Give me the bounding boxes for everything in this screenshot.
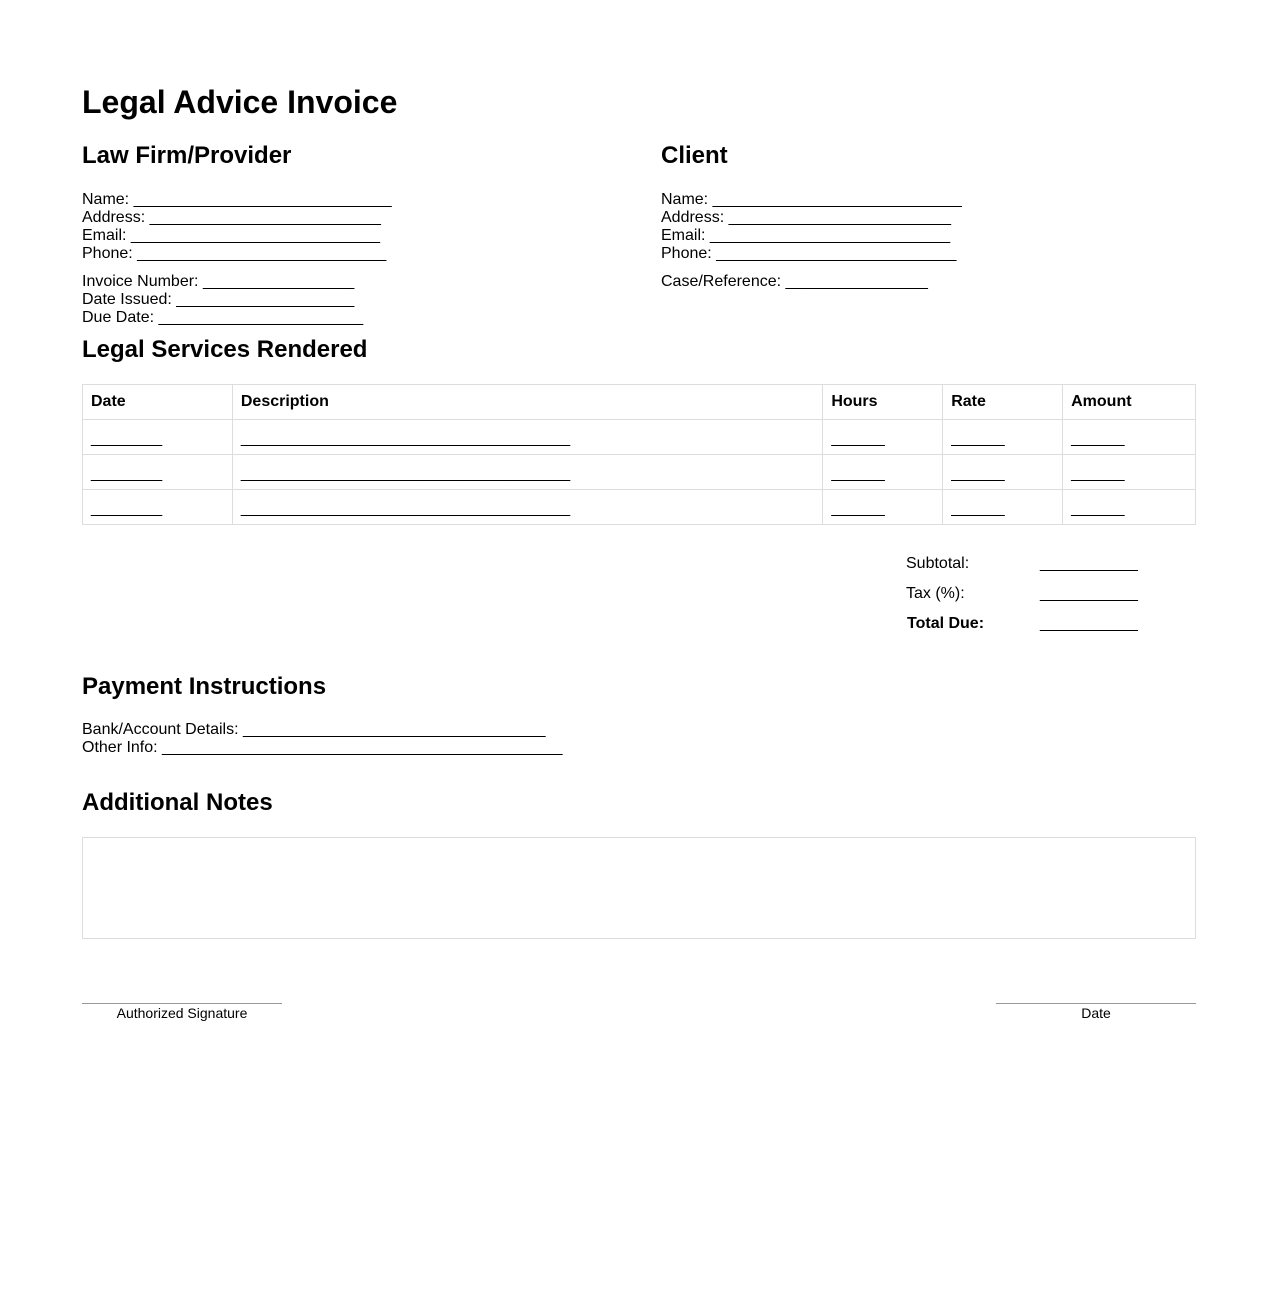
field-blank[interactable]: _______________________ bbox=[158, 309, 364, 326]
field-blank[interactable]: _____________________________________________ bbox=[162, 739, 563, 756]
column-header-description: Description bbox=[232, 385, 822, 420]
field-blank[interactable]: ____________________________ bbox=[137, 245, 387, 262]
field-label: Bank/Account Details: bbox=[82, 721, 239, 738]
total-due-label: Total Due: bbox=[907, 615, 985, 632]
cell-hours[interactable]: ______ bbox=[823, 490, 943, 525]
field-blank[interactable]: _____________________________ bbox=[133, 191, 392, 208]
field-blank[interactable]: _________________ bbox=[202, 273, 355, 290]
column-header-date: Date bbox=[83, 385, 233, 420]
client-address-field[interactable] bbox=[661, 209, 1181, 227]
field-blank[interactable]: ____________________ bbox=[176, 291, 355, 308]
column-header-rate: Rate bbox=[943, 385, 1063, 420]
date-issued-field[interactable] bbox=[82, 291, 602, 309]
field-blank[interactable]: ___________________________ bbox=[709, 227, 951, 244]
client-name-field[interactable] bbox=[661, 191, 1181, 209]
field-label: Invoice Number: bbox=[82, 273, 199, 290]
cell-description[interactable]: _____________________________________ bbox=[232, 420, 822, 455]
bank-details-field[interactable] bbox=[82, 721, 562, 739]
field-label: Name: bbox=[82, 191, 130, 208]
spacer bbox=[661, 263, 1181, 273]
field-label: Date Issued: bbox=[82, 291, 172, 308]
page-title: Legal Advice Invoice bbox=[82, 84, 398, 120]
provider-email-field[interactable] bbox=[82, 227, 602, 245]
field-label: Phone: bbox=[661, 245, 712, 262]
column-header-hours: Hours bbox=[823, 385, 943, 420]
cell-date[interactable]: ________ bbox=[83, 420, 233, 455]
cell-rate[interactable]: ______ bbox=[943, 490, 1063, 525]
table-row bbox=[83, 420, 1196, 455]
field-label: Other Info: bbox=[82, 739, 158, 756]
cell-amount[interactable]: ______ bbox=[1063, 455, 1196, 490]
provider-name-field[interactable] bbox=[82, 191, 602, 209]
field-blank[interactable]: ________________ bbox=[785, 273, 928, 290]
tax-blank[interactable]: ___________ bbox=[1040, 585, 1138, 602]
total-due-row bbox=[906, 615, 1146, 645]
field-label: Address: bbox=[82, 209, 146, 226]
cell-amount[interactable]: ______ bbox=[1063, 490, 1196, 525]
authorized-signature-line[interactable] bbox=[82, 1003, 282, 1021]
cell-amount[interactable]: ______ bbox=[1063, 420, 1196, 455]
field-label: Email: bbox=[82, 227, 127, 244]
spacer bbox=[82, 263, 602, 273]
subtotal-row bbox=[906, 555, 1146, 585]
cell-description[interactable]: _____________________________________ bbox=[232, 490, 822, 525]
services-table bbox=[82, 384, 1196, 525]
other-info-field[interactable] bbox=[82, 739, 562, 757]
provider-address-field[interactable] bbox=[82, 209, 602, 227]
table-row bbox=[83, 490, 1196, 525]
date-label: Date bbox=[1081, 1005, 1111, 1021]
table-row bbox=[83, 455, 1196, 490]
field-blank[interactable]: ____________________________ bbox=[130, 227, 381, 244]
subtotal-blank[interactable]: ___________ bbox=[1040, 555, 1138, 572]
field-label: Phone: bbox=[82, 245, 133, 262]
cell-rate[interactable]: ______ bbox=[943, 420, 1063, 455]
tax-label: Tax (%): bbox=[906, 585, 965, 602]
tax-row bbox=[906, 585, 1146, 615]
cell-date[interactable]: ________ bbox=[83, 490, 233, 525]
provider-section bbox=[82, 142, 602, 327]
services-heading: Legal Services Rendered bbox=[82, 336, 368, 363]
field-label: Case/Reference: bbox=[661, 273, 782, 290]
cell-date[interactable]: ________ bbox=[83, 455, 233, 490]
field-label: Email: bbox=[661, 227, 706, 244]
provider-heading: Law Firm/Provider bbox=[82, 142, 292, 169]
payment-section bbox=[82, 721, 562, 757]
table-header-row bbox=[83, 385, 1196, 420]
field-blank[interactable]: __________________________________ bbox=[242, 721, 546, 738]
client-heading: Client bbox=[661, 142, 728, 169]
cell-description[interactable]: _____________________________________ bbox=[232, 455, 822, 490]
cell-hours[interactable]: ______ bbox=[823, 455, 943, 490]
subtotal-label: Subtotal: bbox=[906, 555, 970, 572]
field-label: Address: bbox=[661, 209, 725, 226]
provider-phone-field[interactable] bbox=[82, 245, 602, 263]
field-blank[interactable]: __________________________ bbox=[149, 209, 381, 226]
payment-heading: Payment Instructions bbox=[82, 673, 327, 700]
due-date-field[interactable] bbox=[82, 309, 602, 327]
case-reference-field[interactable] bbox=[661, 273, 1181, 291]
signature-label: Authorized Signature bbox=[116, 1005, 248, 1021]
client-phone-field[interactable] bbox=[661, 245, 1181, 263]
field-label: Due Date: bbox=[82, 309, 155, 326]
client-section bbox=[661, 142, 1181, 291]
field-blank[interactable]: ____________________________ bbox=[712, 191, 962, 208]
invoice-number-field[interactable] bbox=[82, 273, 602, 291]
cell-rate[interactable]: ______ bbox=[943, 455, 1063, 490]
totals-section bbox=[906, 555, 1146, 645]
client-email-field[interactable] bbox=[661, 227, 1181, 245]
field-blank[interactable]: _________________________ bbox=[728, 209, 952, 226]
total-due-blank[interactable]: ___________ bbox=[1040, 615, 1138, 632]
column-header-amount: Amount bbox=[1063, 385, 1196, 420]
notes-box[interactable] bbox=[82, 837, 1196, 939]
field-label: Name: bbox=[661, 191, 709, 208]
cell-hours[interactable]: ______ bbox=[823, 420, 943, 455]
notes-heading: Additional Notes bbox=[82, 789, 273, 816]
signature-date-line[interactable] bbox=[996, 1003, 1196, 1021]
field-blank[interactable]: ___________________________ bbox=[716, 245, 957, 262]
